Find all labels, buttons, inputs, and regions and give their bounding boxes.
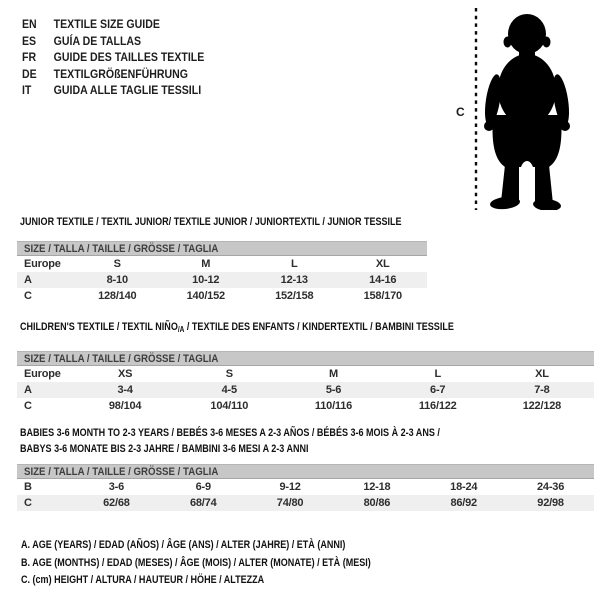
language-code: IT <box>22 83 32 97</box>
baby-silhouette-icon <box>479 10 577 215</box>
legend-line-age-months: B. AGE (MONTHS) / EDAD (MESES) / ÂGE (MOIS) / ALTER (MONATE) / ETÀ (MESI) <box>21 556 371 569</box>
size-header-bar <box>17 351 594 366</box>
table-row-sizes <box>17 256 427 272</box>
junior-section-heading <box>20 216 485 228</box>
size-cell: XL <box>535 368 549 380</box>
children-heading-suffix: / TEXTILE DES ENFANTS / KINDERTEXTIL / BAMBINI TESSILE <box>184 321 454 333</box>
guide-title-fr: GUIDE DES TAILLES TEXTILE <box>53 50 205 64</box>
value-cell: 104/110 <box>210 400 249 412</box>
size-header-label: SIZE / TALLA / TAILLE / GRÖSSE / TAGLIA <box>24 243 219 255</box>
table-row-height <box>17 288 427 304</box>
value-cell: 122/128 <box>522 400 562 412</box>
size-cell: S <box>225 368 233 380</box>
language-title-list <box>22 16 229 99</box>
legend-line-age-years: A. AGE (YEARS) / EDAD (AÑOS) / ÂGE (ANS) / ALTER (JAHRE) / ETÀ (ANNI) <box>21 539 346 551</box>
value-cell: 7-8 <box>534 384 550 396</box>
row-label: Europe <box>24 368 61 380</box>
table-row-height <box>17 495 594 511</box>
language-row-es <box>22 33 229 50</box>
size-header-bar <box>17 241 427 256</box>
value-cell: 62/68 <box>103 497 130 509</box>
language-row-it <box>22 82 229 99</box>
children-section-heading <box>20 321 549 334</box>
size-cell: XL <box>375 258 390 270</box>
guide-title-it: GUIDA ALLE TAGLIE TESSILI <box>53 83 202 97</box>
value-cell: 80/86 <box>363 497 391 509</box>
size-header-label: SIZE / TALLA / TAILLE / GRÖSSE / TAGLIA <box>24 466 219 478</box>
size-cell: S <box>113 258 121 270</box>
value-cell: 128/140 <box>98 290 137 302</box>
row-label: C <box>24 497 32 509</box>
language-code: ES <box>22 33 37 48</box>
value-cell: 6-9 <box>195 481 211 493</box>
value-cell: 18-24 <box>450 481 478 493</box>
height-label-c: C <box>456 105 465 119</box>
value-cell: 110/116 <box>314 400 353 412</box>
size-cell: L <box>290 258 298 270</box>
value-cell: 158/170 <box>363 290 402 302</box>
row-label: Europe <box>24 258 61 270</box>
language-code: DE <box>22 66 37 81</box>
language-code: FR <box>22 50 37 64</box>
row-label: A <box>24 274 32 286</box>
babies-heading-line2: BABYS 3-6 MONATE BIS 2-3 JAHRE / BAMBINI 3-6 MESI A 2-3 ANNI <box>20 442 309 455</box>
value-cell: 3-6 <box>108 481 125 493</box>
table-row-age <box>17 272 427 288</box>
language-row-de <box>22 66 229 83</box>
value-cell: 12-13 <box>280 274 308 286</box>
value-cell: 10-12 <box>192 274 220 286</box>
children-heading-subscript: /A <box>177 325 185 334</box>
junior-heading-text: JUNIOR TEXTILE / TEXTIL JUNIOR/ TEXTILE JUNIOR / JUNIORTEXTIL / JUNIOR TESSILE <box>20 216 402 228</box>
size-cell: XS <box>117 368 133 380</box>
table-row-height <box>17 398 594 414</box>
value-cell: 152/158 <box>275 290 314 302</box>
table-row-age <box>17 382 594 398</box>
language-row-en <box>22 16 229 33</box>
babies-size-table <box>17 464 594 511</box>
value-cell: 12-18 <box>363 481 391 493</box>
value-cell: 3-4 <box>117 384 133 396</box>
value-cell: 14-16 <box>369 274 397 286</box>
value-cell: 9-12 <box>279 481 301 493</box>
language-row-fr <box>22 49 229 66</box>
value-cell: 68/74 <box>189 497 217 509</box>
row-label: A <box>24 384 32 396</box>
value-cell: 140/152 <box>186 290 225 302</box>
value-cell: 98/104 <box>108 400 142 412</box>
row-label: C <box>24 400 32 412</box>
legend-line-height: C. (cm) HEIGHT / ALTURA / HAUTEUR / HÖHE / ALTEZZA <box>21 574 265 586</box>
value-cell: 24-36 <box>536 481 565 493</box>
value-cell: 4-5 <box>221 384 237 396</box>
value-cell: 6-7 <box>430 384 446 396</box>
size-header-label: SIZE / TALLA / TAILLE / GRÖSSE / TAGLIA <box>24 353 219 365</box>
value-cell: 116/122 <box>418 400 457 412</box>
children-size-table <box>17 351 594 414</box>
babies-heading-line1: BABIES 3-6 MONTH TO 2-3 YEARS / BEBÉS 3-6 MESES A 2-3 AÑOS / BÉBÉS 3-6 MOIS À 2-3 ANS / <box>20 427 440 439</box>
size-header-bar <box>17 464 594 479</box>
row-label: C <box>24 290 32 302</box>
size-cell: L <box>434 368 441 380</box>
size-cell: M <box>329 368 338 380</box>
value-cell: 92/98 <box>537 497 564 509</box>
table-row-sizes <box>17 366 594 382</box>
value-cell: 86/92 <box>450 497 477 509</box>
row-label: B <box>24 481 32 493</box>
junior-size-table <box>17 241 427 304</box>
value-cell: 8-10 <box>106 274 128 286</box>
guide-title-es: GUÍA DE TALLAS <box>53 33 142 48</box>
legend-block <box>21 537 448 590</box>
value-cell: 5-6 <box>325 384 342 396</box>
children-heading-prefix: CHILDREN'S TEXTILE / TEXTIL NIÑO <box>20 321 178 333</box>
guide-title-de: TEXTILGRÖßENFÜHRUNG <box>53 66 189 81</box>
language-code: EN <box>22 17 37 31</box>
guide-title-en: TEXTILE SIZE GUIDE <box>53 17 160 31</box>
children-heading-text <box>20 321 454 334</box>
size-cell: M <box>201 258 211 270</box>
value-cell: 74/80 <box>276 497 304 509</box>
table-row-months <box>17 479 594 495</box>
babies-section-heading <box>20 426 532 457</box>
